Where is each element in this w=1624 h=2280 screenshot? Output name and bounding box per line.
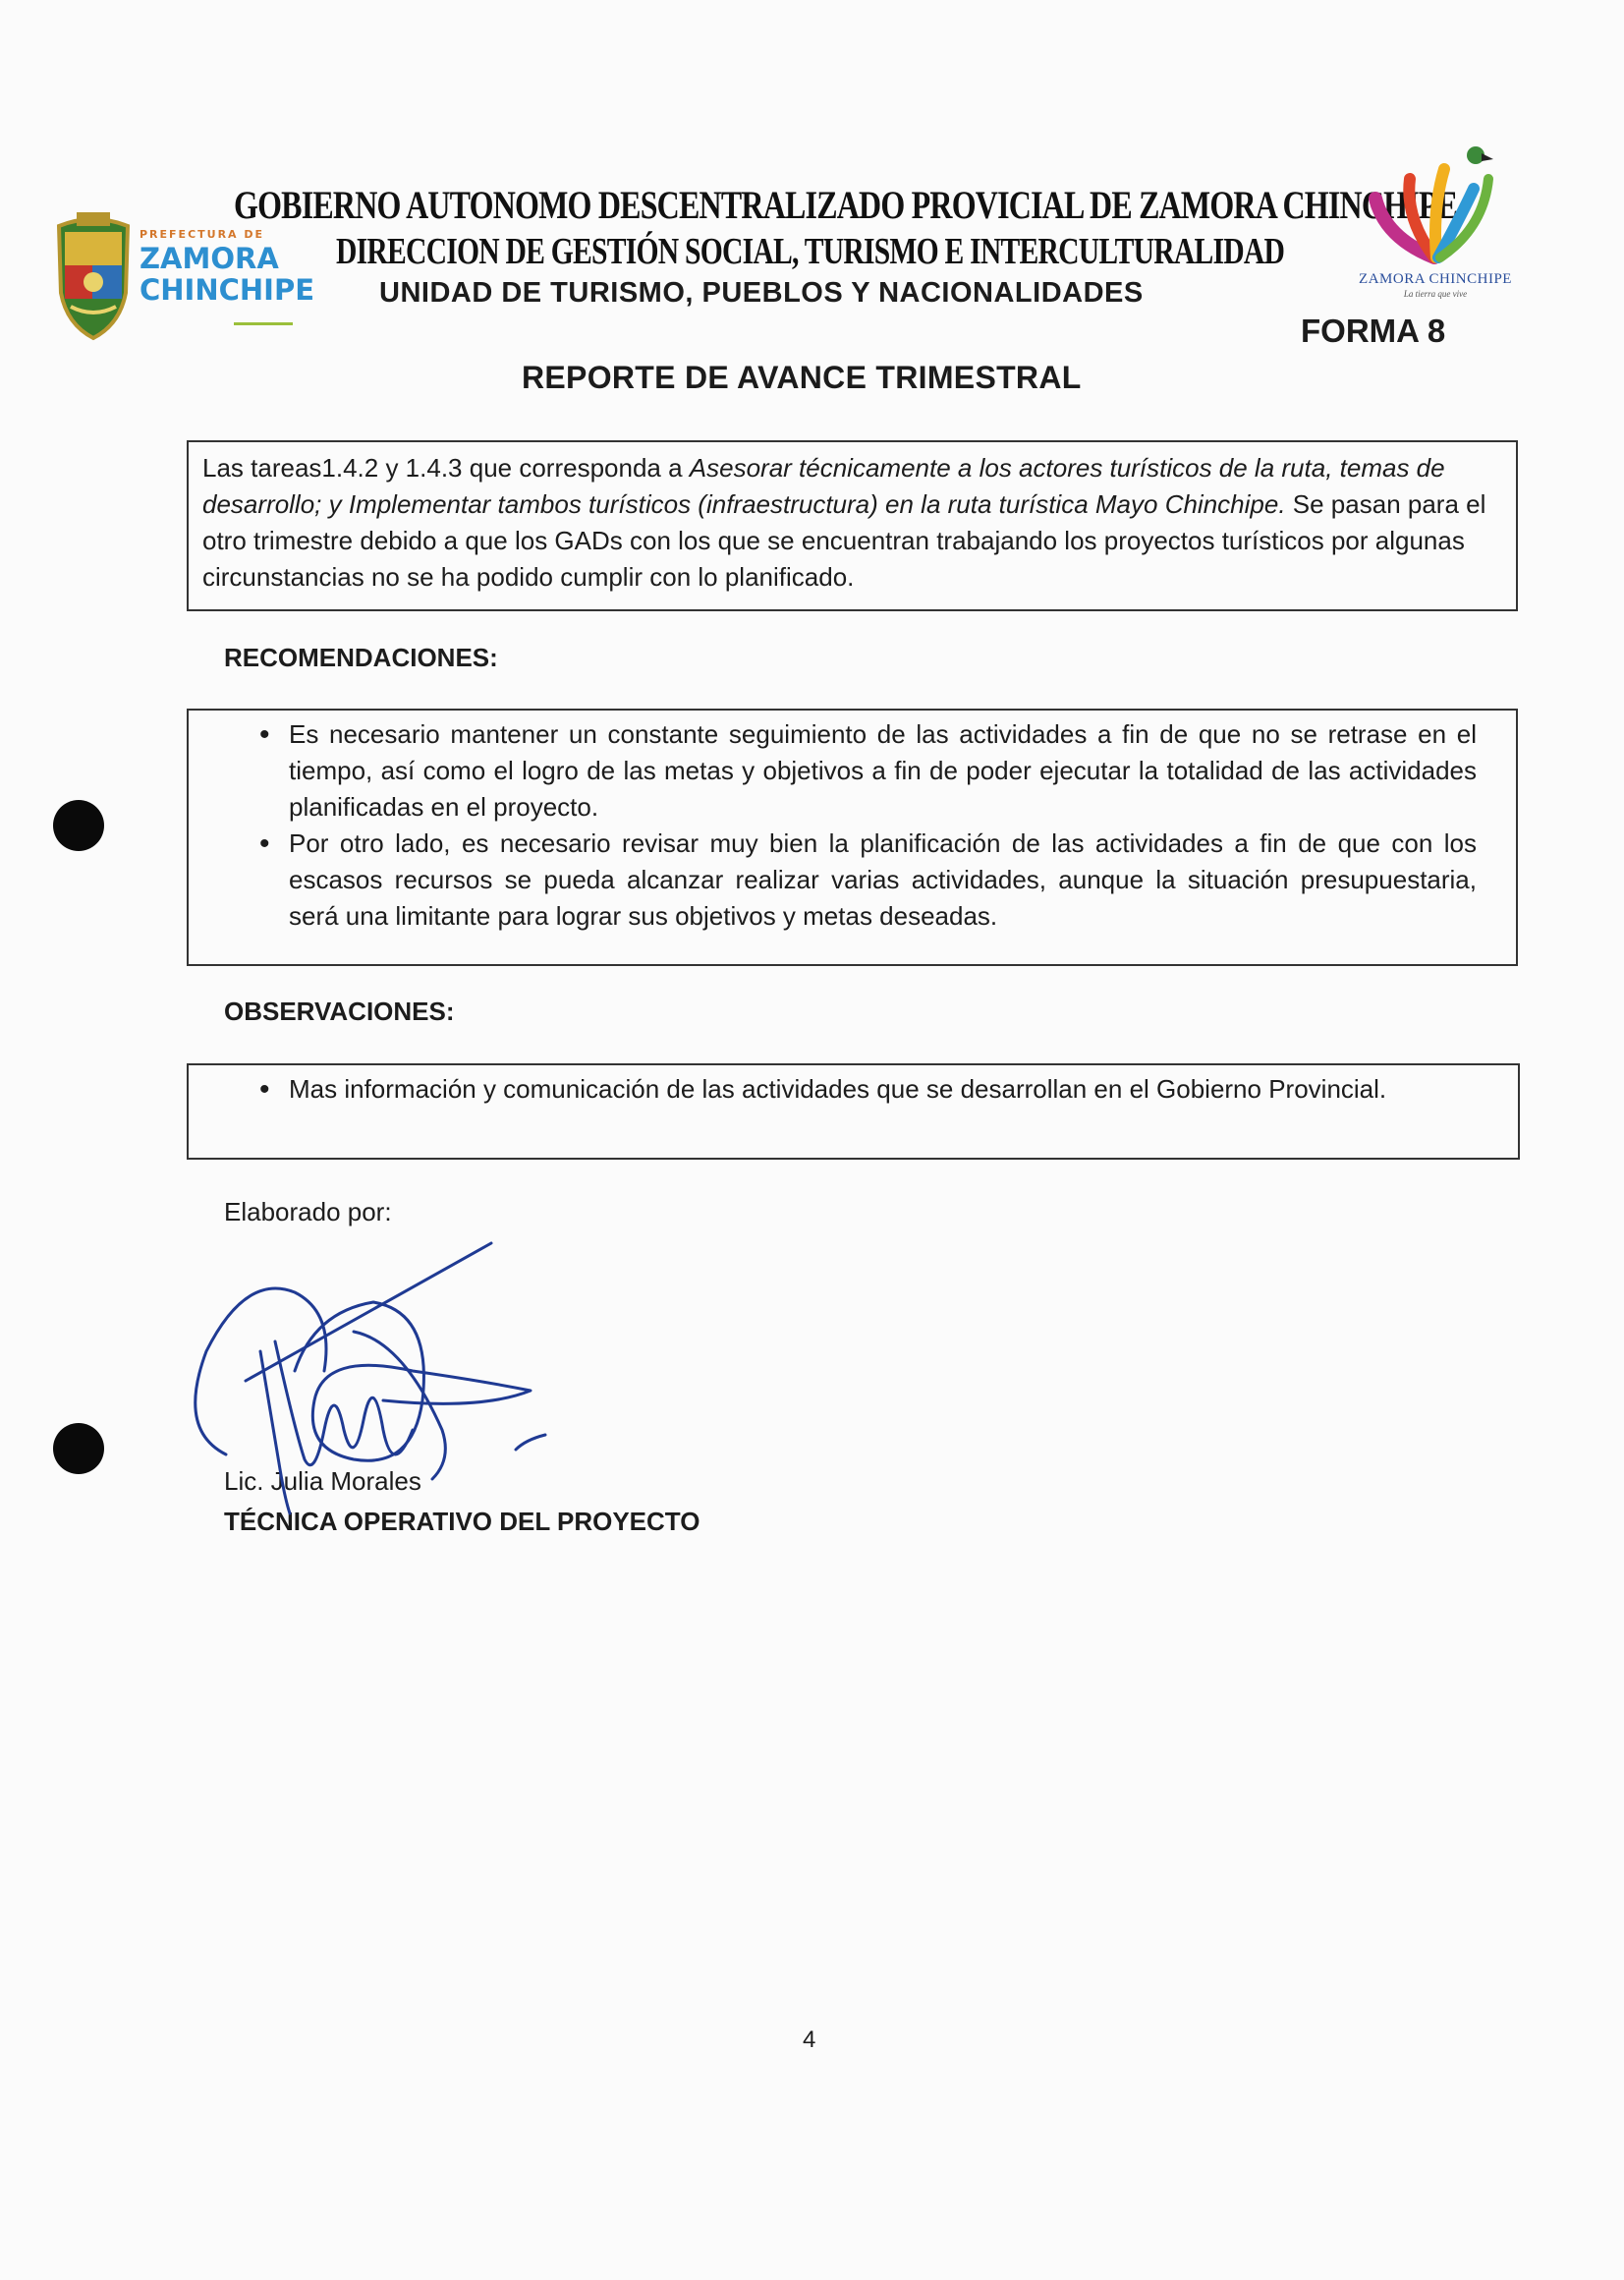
summary-box — [187, 440, 1518, 611]
recommendation-item: • Por otro lado, es necesario revisar muy bien la planificación de las actividades a fin de que con los escasos recursos se pueda alcanzar realizar varias actividades, aunque la situación presupuestaria, será una limitante para lograr sus objetivos y metas deseadas. — [202, 826, 1477, 935]
summary-text — [202, 450, 1502, 596]
signer-name: Lic. Julia Morales — [224, 1466, 421, 1496]
observation-item: • Mas información y comunicación de las actividades que se desarrollan en el Gobierno Provincial. — [202, 1071, 1479, 1108]
logo-small-text: PREFECTURA DE — [140, 228, 265, 241]
handwritten-signature — [187, 1233, 570, 1518]
summary-text-italic: Asesorar técnicamente a los actores turísticos de la ruta, temas de desarrollo; y Implementar tambos turísticos (infraestructura) en la ruta turística Mayo Chinchipe. — [202, 453, 1445, 519]
logo-zamora-text: ZAMORA — [140, 242, 279, 275]
logo-underline — [234, 322, 293, 325]
header-title-line1: GOBIERNO AUTONOMO DESCENTRALIZADO PROVICIAL DE ZAMORA CHINCHIPE — [234, 183, 1458, 227]
tourism-logo — [1346, 140, 1523, 307]
header-unit-line: UNIDAD DE TURISMO, PUEBLOS Y NACIONALIDADES — [379, 277, 1144, 309]
page-number: 4 — [803, 2026, 816, 2053]
prefectura-logo — [51, 208, 315, 346]
header-title-line2: DIRECCION DE GESTIÓN SOCIAL, TURISMO E INTERCULTURALIDAD — [336, 231, 1285, 272]
tourism-logo-tagline: La tierra que vive — [1403, 289, 1468, 299]
observations-box — [187, 1063, 1520, 1160]
recommendations-heading: RECOMENDACIONES: — [224, 643, 498, 672]
recommendation-item: • Es necesario mantener un constante seguimiento de las actividades a fin de que no se retrase en el tiempo, así como el logro de las metas y objetivos a fin de poder ejecutar la totalidad de las actividades planificadas en el proyecto. — [202, 716, 1477, 826]
summary-text-part1: Las tareas1.4.2 y 1.4.3 que corresponda a — [202, 453, 690, 483]
report-title: REPORTE DE AVANCE TRIMESTRAL — [522, 360, 1082, 395]
tourism-logo-name: ZAMORA CHINCHIPE — [1359, 271, 1512, 287]
recommendations-box — [187, 709, 1518, 966]
coat-of-arms-icon — [51, 208, 136, 346]
signer-role: TÉCNICA OPERATIVO DEL PROYECTO — [224, 1507, 700, 1536]
bird-flower-icon — [1366, 140, 1503, 265]
form-number: FORMA 8 — [1301, 313, 1446, 349]
prepared-by-label: Elaborado por: — [224, 1197, 392, 1226]
observations-heading: OBSERVACIONES: — [224, 997, 455, 1026]
summary-text-part2: Se pasan para el otro trimestre debido a que los GADs con los que se encuentran trabajando los proyectos turísticos por algunas circunstancias no se ha podido cumplir con lo planificado. — [202, 489, 1486, 592]
logo-chinchipe-text: CHINCHIPE — [140, 273, 315, 307]
binder-hole — [53, 800, 104, 851]
binder-hole — [53, 1423, 104, 1474]
